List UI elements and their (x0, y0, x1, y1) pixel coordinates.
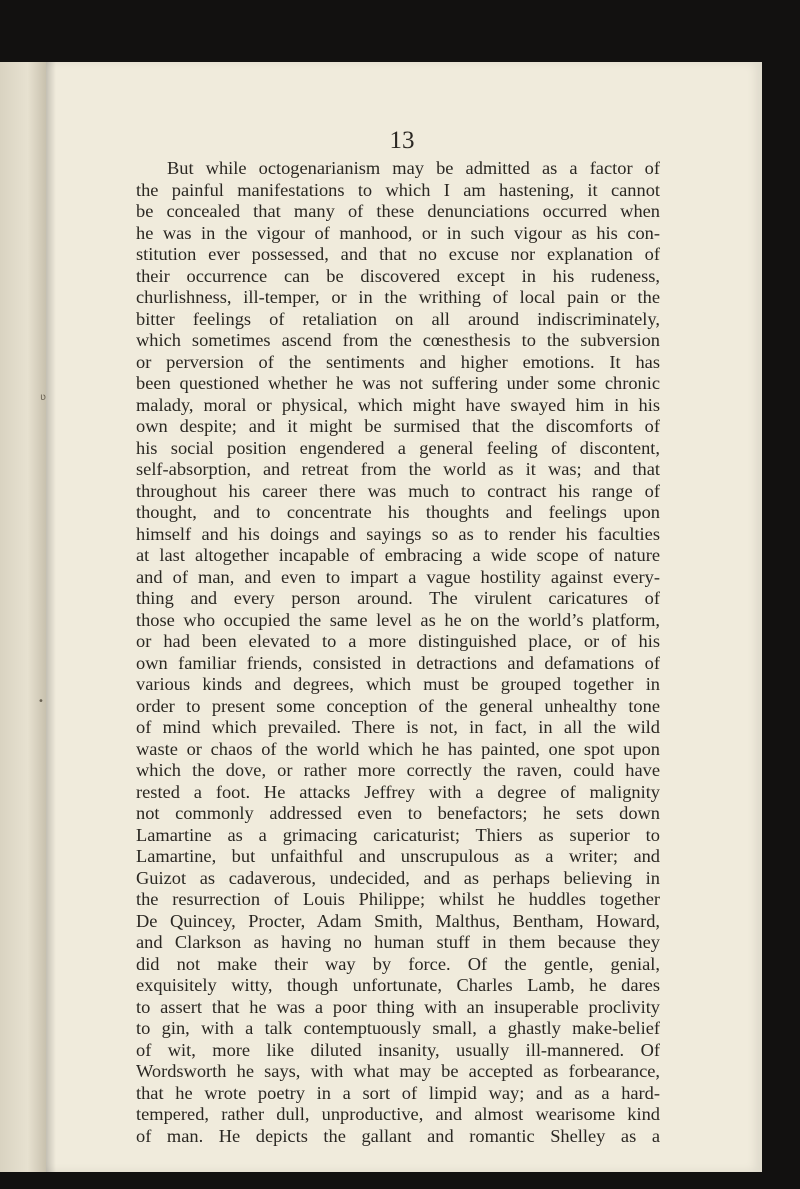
text-line: to gin, with a talk contemptuously small, a ghastly make-belief (136, 1018, 660, 1038)
text-line: of mind which prevailed. There is not, in fact, in all the wild (136, 717, 660, 737)
text-line: those who occupied the same level as he on the world’s platform, (136, 609, 660, 630)
text-line: and Clarkson as having no human stuff in them because they (136, 932, 660, 952)
text-line: which the dove, or rather more correctly the raven, could have (136, 760, 660, 780)
text-line: their occurrence can be discovered except in his rudeness, (136, 265, 660, 286)
text-line: waste or chaos of the world which he has painted, one spot upon (136, 738, 660, 759)
text-line: self-absorption, and retreat from the world as it was; and that (136, 459, 660, 479)
text-line: did not make their way by force. Of the gentle, genial, (136, 953, 660, 974)
text-line: which sometimes ascend from the cœnesthesis to the subversion (136, 330, 660, 350)
page-number: 13 (389, 127, 415, 154)
text-line: Lamartine, but unfaithful and unscrupulous as a writer; and (136, 846, 660, 866)
text-line: or had been elevated to a more distinguished place, or of his (136, 631, 660, 651)
text-line: the resurrection of Louis Philippe; whilst he huddles together (136, 889, 660, 909)
text-line: his social position engendered a general feeling of discontent, (136, 437, 660, 458)
previous-page-edge (0, 62, 46, 1172)
text-line: he was in the vigour of manhood, or in such vigour as his con- (136, 222, 660, 243)
text-line: Guizot as cadaverous, undecided, and as perhaps believing in (136, 867, 660, 888)
text-line: be concealed that many of these denunciations occurred when (136, 201, 660, 221)
text-line: malady, moral or physical, which might have swayed him in his (136, 394, 660, 415)
text-line: own familiar friends, consisted in detractions and defamations of (136, 652, 660, 673)
text-line: churlishness, ill-temper, or in the writhing of local pain or the (136, 287, 660, 307)
text-line: exquisitely witty, though unfortunate, Charles Lamb, he dares (136, 975, 660, 995)
text-line: and of man, and even to impart a vague hostility against every- (136, 566, 660, 587)
text-line: various kinds and degrees, which must be grouped together in (136, 674, 660, 694)
margin-mark: ʋ (40, 392, 46, 403)
text-line: himself and his doings and sayings so as to render his faculties (136, 523, 660, 544)
text-line: own despite; and it might be surmised that the discomforts of (136, 416, 660, 436)
text-line: stitution ever possessed, and that no excuse nor explanation of (136, 244, 660, 264)
text-line: But while octogenarianism may be admitted as a factor of (167, 158, 660, 178)
text-line: been questioned whether he was not suffering under some chronic (136, 373, 660, 393)
text-line: the painful manifestations to which I am hastening, it cannot (136, 179, 660, 200)
text-line: rested a foot. He attacks Jeffrey with a degree of malignity (136, 781, 660, 802)
text-line: or perversion of the sentiments and higher emotions. It has (136, 351, 660, 372)
text-line: bitter feelings of retaliation on all around indiscriminately, (136, 308, 660, 329)
text-line: of wit, more like diluted insanity, usually ill-mannered. Of (136, 1039, 660, 1060)
text-line: at last altogether incapable of embracing a wide scope of nature (136, 545, 660, 565)
text-line: that he wrote poetry in a sort of limpid way; and as a hard- (136, 1082, 660, 1103)
text-line: tempered, rather dull, unproductive, and almost wearisome kind (136, 1104, 660, 1124)
text-line: throughout his career there was much to contract his range of (136, 480, 660, 501)
text-line: De Quincey, Procter, Adam Smith, Malthus, Bentham, Howard, (136, 910, 660, 931)
text-line: not commonly addressed even to benefactors; he sets down (136, 803, 660, 823)
text-line: thought, and to concentrate his thoughts and feelings upon (136, 502, 660, 522)
text-line: Wordsworth he says, with what may be accepted as forbearance, (136, 1061, 660, 1081)
text-line: order to present some conception of the general unhealthy tone (136, 695, 660, 716)
text-line: to assert that he was a poor thing with an insuperable proclivity (136, 996, 660, 1017)
margin-mark: • (38, 696, 44, 707)
text-line: of man. He depicts the gallant and romantic Shelley as a (136, 1125, 660, 1146)
gutter-shadow (46, 62, 56, 1172)
text-line: thing and every person around. The virulent caricatures of (136, 588, 660, 608)
text-line: Lamartine as a grimacing caricaturist; Thiers as superior to (136, 824, 660, 845)
body-text (136, 158, 660, 1147)
